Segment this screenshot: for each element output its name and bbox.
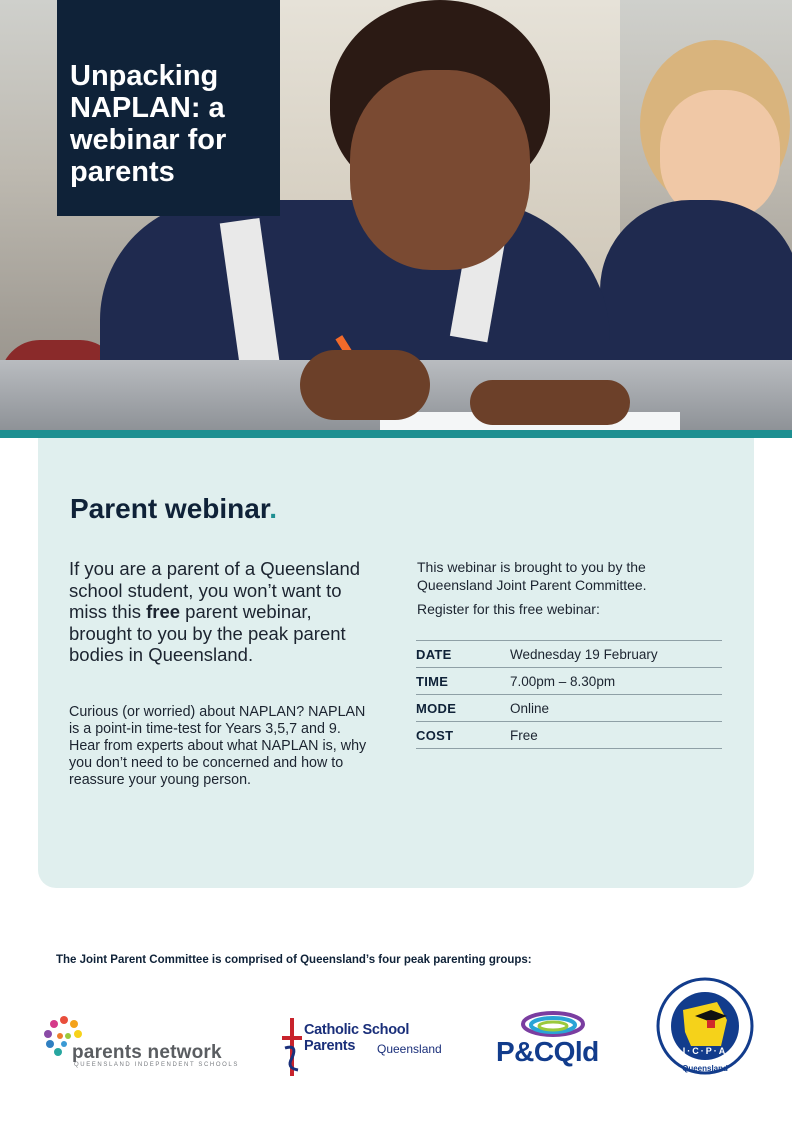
register-prompt: Register for this free webinar: — [417, 601, 600, 617]
lead-free-emphasis: free — [146, 601, 181, 622]
info-panel — [38, 438, 754, 888]
catholic-subtitle: Queensland — [377, 1042, 442, 1056]
details-row-date — [416, 641, 722, 668]
details-row-time — [416, 668, 722, 695]
details-value: Online — [510, 700, 550, 716]
icpa-state: Queensland — [682, 1064, 728, 1073]
details-row-cost — [416, 722, 722, 749]
details-value: Wednesday 19 February — [510, 646, 658, 662]
teal-divider — [0, 430, 792, 438]
details-value: Free — [510, 727, 538, 743]
details-label: DATE — [416, 646, 452, 662]
icpa-logo — [655, 976, 755, 1080]
committee-intro: This webinar is brought to you by the Queensland Joint Parent Committee. — [417, 559, 647, 593]
details-label: MODE — [416, 700, 457, 716]
icpa-seal-icon — [655, 976, 755, 1076]
lead-paragraph — [69, 558, 369, 666]
catholic-school-parents-logo — [282, 1018, 442, 1078]
cross-icon — [282, 1018, 302, 1078]
parents-network-name: parents network — [72, 1042, 222, 1063]
page-title: Unpacking NAPLAN: a webinar for parents — [70, 60, 227, 188]
photo-hand — [300, 350, 430, 420]
pcqld-wordmark: P&CQld — [496, 1036, 599, 1067]
jpc-statement: The Joint Parent Committee is comprised of Queensland’s four peak parenting groups: — [56, 954, 532, 966]
lead-text-end: parent webinar, brought to you by the peak parent bodies in Queensland. — [69, 601, 346, 665]
details-row-mode — [416, 695, 722, 722]
pcqld-logo — [496, 1010, 606, 1070]
parents-network-logo — [38, 1010, 243, 1070]
details-label: COST — [416, 727, 454, 743]
icpa-letters: I·C·P·A — [682, 1046, 728, 1056]
photo-hand — [470, 380, 630, 425]
section-heading — [70, 493, 277, 525]
section-heading-text: Parent webinar — [70, 493, 270, 524]
title-box — [57, 0, 280, 216]
photo-boy-face — [350, 70, 530, 270]
details-table — [416, 640, 722, 749]
lead-text-start: If you are a parent of a Queensland school student, you won’t want to miss this — [69, 558, 361, 622]
heading-dot: . — [269, 493, 277, 524]
details-label: TIME — [416, 673, 449, 689]
parents-network-tagline: QUEENSLAND INDEPENDENT SCHOOLS — [74, 1062, 239, 1068]
naplan-paragraph: Curious (or worried) about NAPLAN? NAPLAN is a point-in time-test for Years 3,5,7 and 9. Hear from experts about what NAPLAN is, why you don’t need to be concerned and how to reassure your young person. — [69, 704, 367, 788]
catholic-title: Catholic School Parents — [304, 1022, 410, 1054]
details-value: 7.00pm – 8.30pm — [510, 673, 616, 689]
